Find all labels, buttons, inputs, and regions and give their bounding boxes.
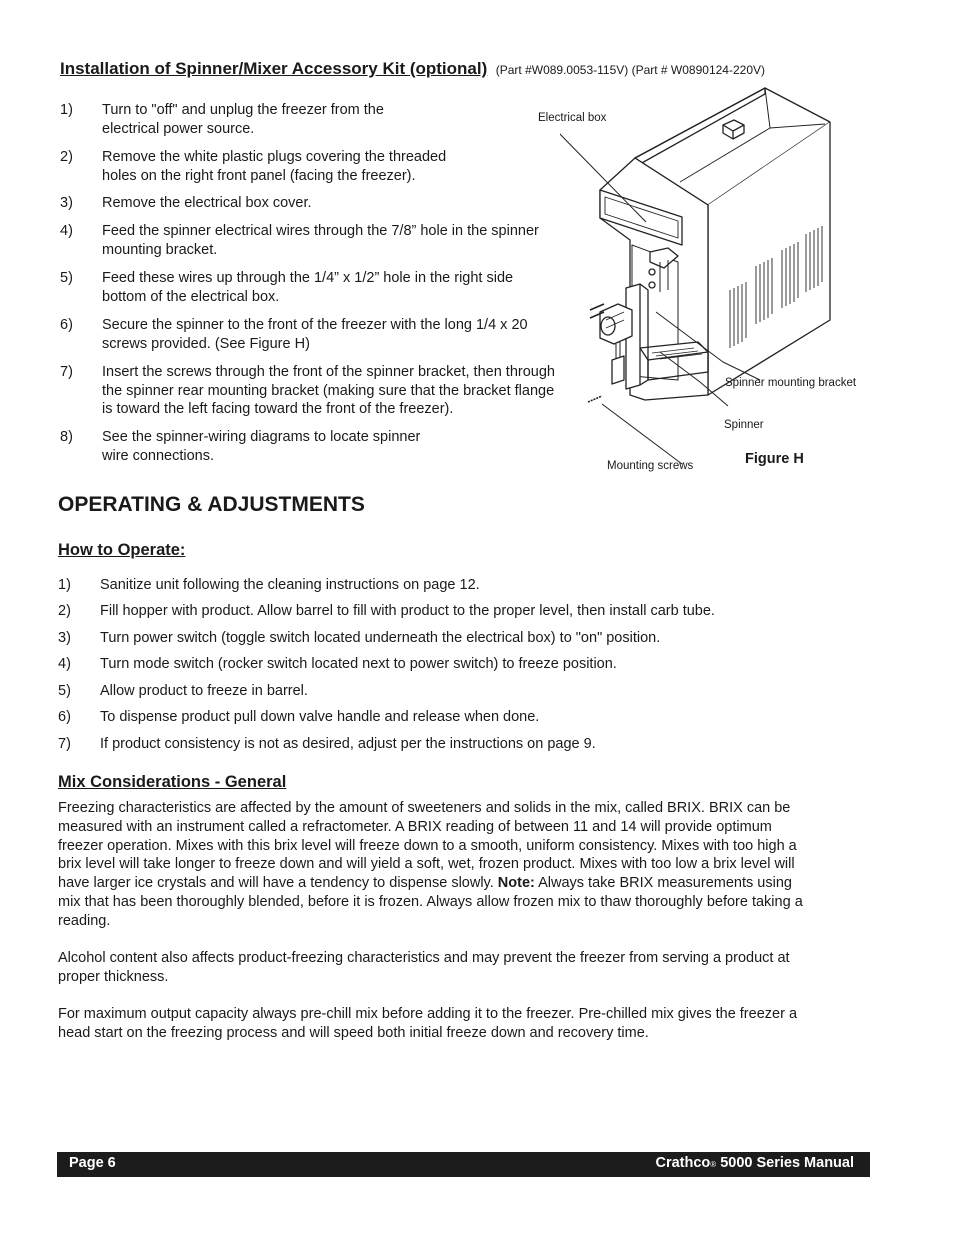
label-mounting-screws: Mounting screws (607, 460, 694, 472)
label-spinner: Spinner (724, 419, 764, 431)
mix-paragraph-brix: Freezing characteristics are affected by the amount of sweeteners and solids in the mix, called BRIX. BRIX can be measured with an instrument called a refractometer. A BRIX reading of between 11 and 14 will provide optimum freezer operation. Mixes with this brix level will freeze down to a smooth, uniform consistency. Mixes with too high a brix level will take longer to freeze down and will yield a soft, wet, frozen product. Mixes with too low a brix level will have larger ice crystals and will have a tendency to dispense slowly. Note: Always take BRIX measurements using mix that has been thoroughly blended, before it is frozen. Always allow frozen mix to thaw thoroughly before taking a reading. (58, 800, 803, 929)
page-number: Page 6 (69, 1155, 116, 1171)
how-to-operate-heading: How to Operate: (58, 541, 186, 559)
freezer-illustration (560, 80, 880, 480)
label-spinner-mounting-bracket: Spinner mounting bracket (725, 377, 857, 389)
part-numbers: (Part #W089.0053-115V) (Part # W0890124-220V) (495, 63, 765, 77)
mix-heading: Mix Considerations - General (58, 773, 287, 791)
operating-heading: OPERATING & ADJUSTMENTS (58, 493, 365, 516)
install-heading (60, 59, 765, 79)
page-footer (57, 1152, 870, 1177)
label-electrical-box: Electrical box (538, 112, 607, 124)
note-label: Note: (497, 875, 535, 892)
mix-paragraph-alcohol: Alcohol content also affects product-freezing characteristics and may prevent the freezer from serving a product at proper thickness. (58, 950, 790, 985)
manual-title: Crathco® 5000 Series Manual (655, 1155, 854, 1171)
install-title: Installation of Spinner/Mixer Accessory Kit (optional) (60, 59, 488, 78)
mix-paragraph-prechill: For maximum output capacity always pre-chill mix before adding it to the freezer. Pre-chilled mix gives the freezer a head start on the freezing process and will speed both initial freeze down and recovery time. (58, 1006, 798, 1041)
figure-caption: Figure H (745, 451, 804, 467)
